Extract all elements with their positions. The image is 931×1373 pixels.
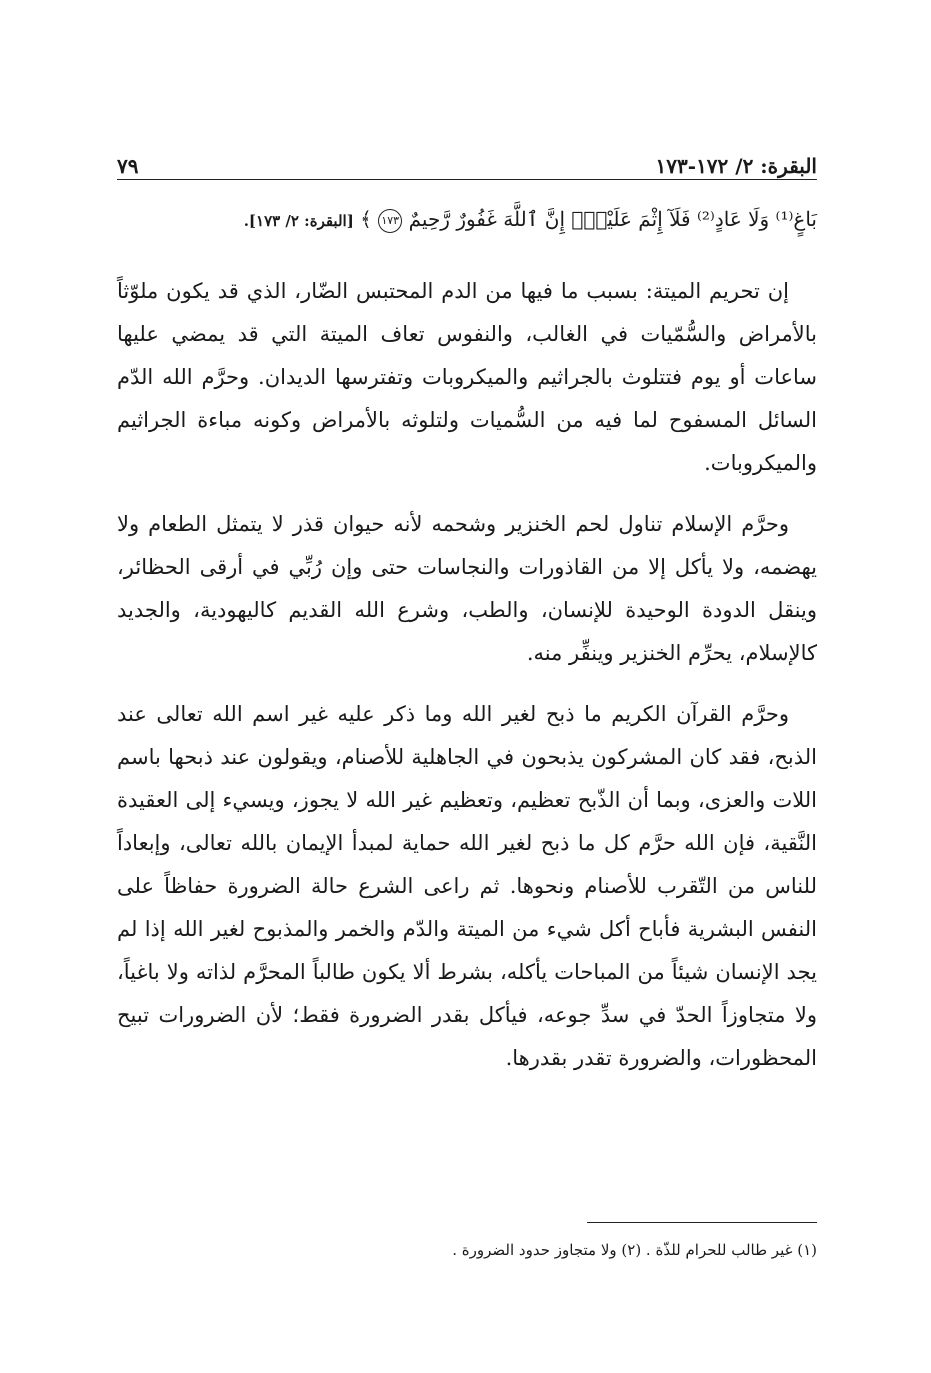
main-text — [117, 270, 817, 1098]
footnote: (١) غير طالب للحرام للذّة . (٢) ولا متجاوز حدود الضرورة . — [452, 1241, 817, 1259]
paragraph-3: وحرَّم القرآن الكريم ما ذبح لغير الله وما ذكر عليه غير اسم الله تعالى عند الذبح، فقد كان المشركون يذبحون في الجاهلية للأصنام، ويقولون عند ذبحها باسم اللات والعزى، وبما أن الذّبح تعظيم، وتعظيم غير الله لا يجوز، ويسيء إلى العقيدة النَّقية، فإن الله حرَّم كل ما ذبح لغير الله حماية لمبدأ الإيمان بالله تعالى، وإبعاداً للناس من التّقرب للأصنام ونحوها. ثم راعى الشرع حالة الضرورة حفاظاً على النفس البشرية فأباح أكل شيء من الميتة والدّم والخمر والمذبوح لغير الله إذا لم يجد الإنسان شيئاً من المباحات يأكله، بشرط ألا يكون طالباً المحرَّم لذاته ولا باغياً، ولا متجاوزاً الحدّ في سدِّ جوعه، فيأكل بقدر الضرورة فقط؛ لأن الضرورات تبيح المحظورات، والضرورة تقدر بقدرها. — [117, 702, 818, 1070]
header-divider — [117, 179, 817, 180]
running-title: البقرة: ٢/ ١٧٢-١٧٣ — [655, 154, 817, 178]
footnote-divider — [587, 1222, 817, 1223]
quran-verse — [117, 202, 817, 238]
verse-close-bracket: ﴾ — [360, 207, 372, 231]
paragraph-1: إن تحريم الميتة: بسبب ما فيها من الدم المحتبس الضّار، الذي قد يكون ملوّثاً بالأمراض والسُّمّيات في الغالب، والنفوس تعاف الميتة التي قد يمضي عليها ساعات أو يوم فتتلوث بالجراثيم والميكروبات وتفترسها الديدان. وحرَّم الله الدّم السائل المسفوح لما فيه من السُّميات ولتلوثه بالأمراض وكونه مباءة الجراثيم والميكروبات. — [117, 279, 817, 475]
verse-text: بَاغٍ⁽¹⁾ وَلَا عَادٍ⁽²⁾ فَلَآ إِثْمَ عَلَيْهِۚ إِنَّ ٱللَّهَ غَفُورٌ رَّحِيمٌ — [408, 207, 817, 231]
paragraph-2: وحرَّم الإسلام تناول لحم الخنزير وشحمه لأنه حيوان قذر لا يتمثل الطعام ولا يهضمه، ولا يأكل إلا من القاذورات والنجاسات حتى وإن رُبِّي في أرقى الحظائر، وينقل الدودة الوحيدة للإنسان، والطب، وشرع الله القديم كاليهودية، والجديد كالإسلام، يحرِّم الخنزير وينفِّر منه. — [117, 512, 817, 665]
page-header — [117, 140, 817, 178]
page-number: ٧٩ — [117, 154, 139, 178]
verse-reference: [البقرة: ٢/ ١٧٣]. — [243, 212, 354, 230]
ayah-number-marker: ١٧٣ — [378, 209, 402, 233]
